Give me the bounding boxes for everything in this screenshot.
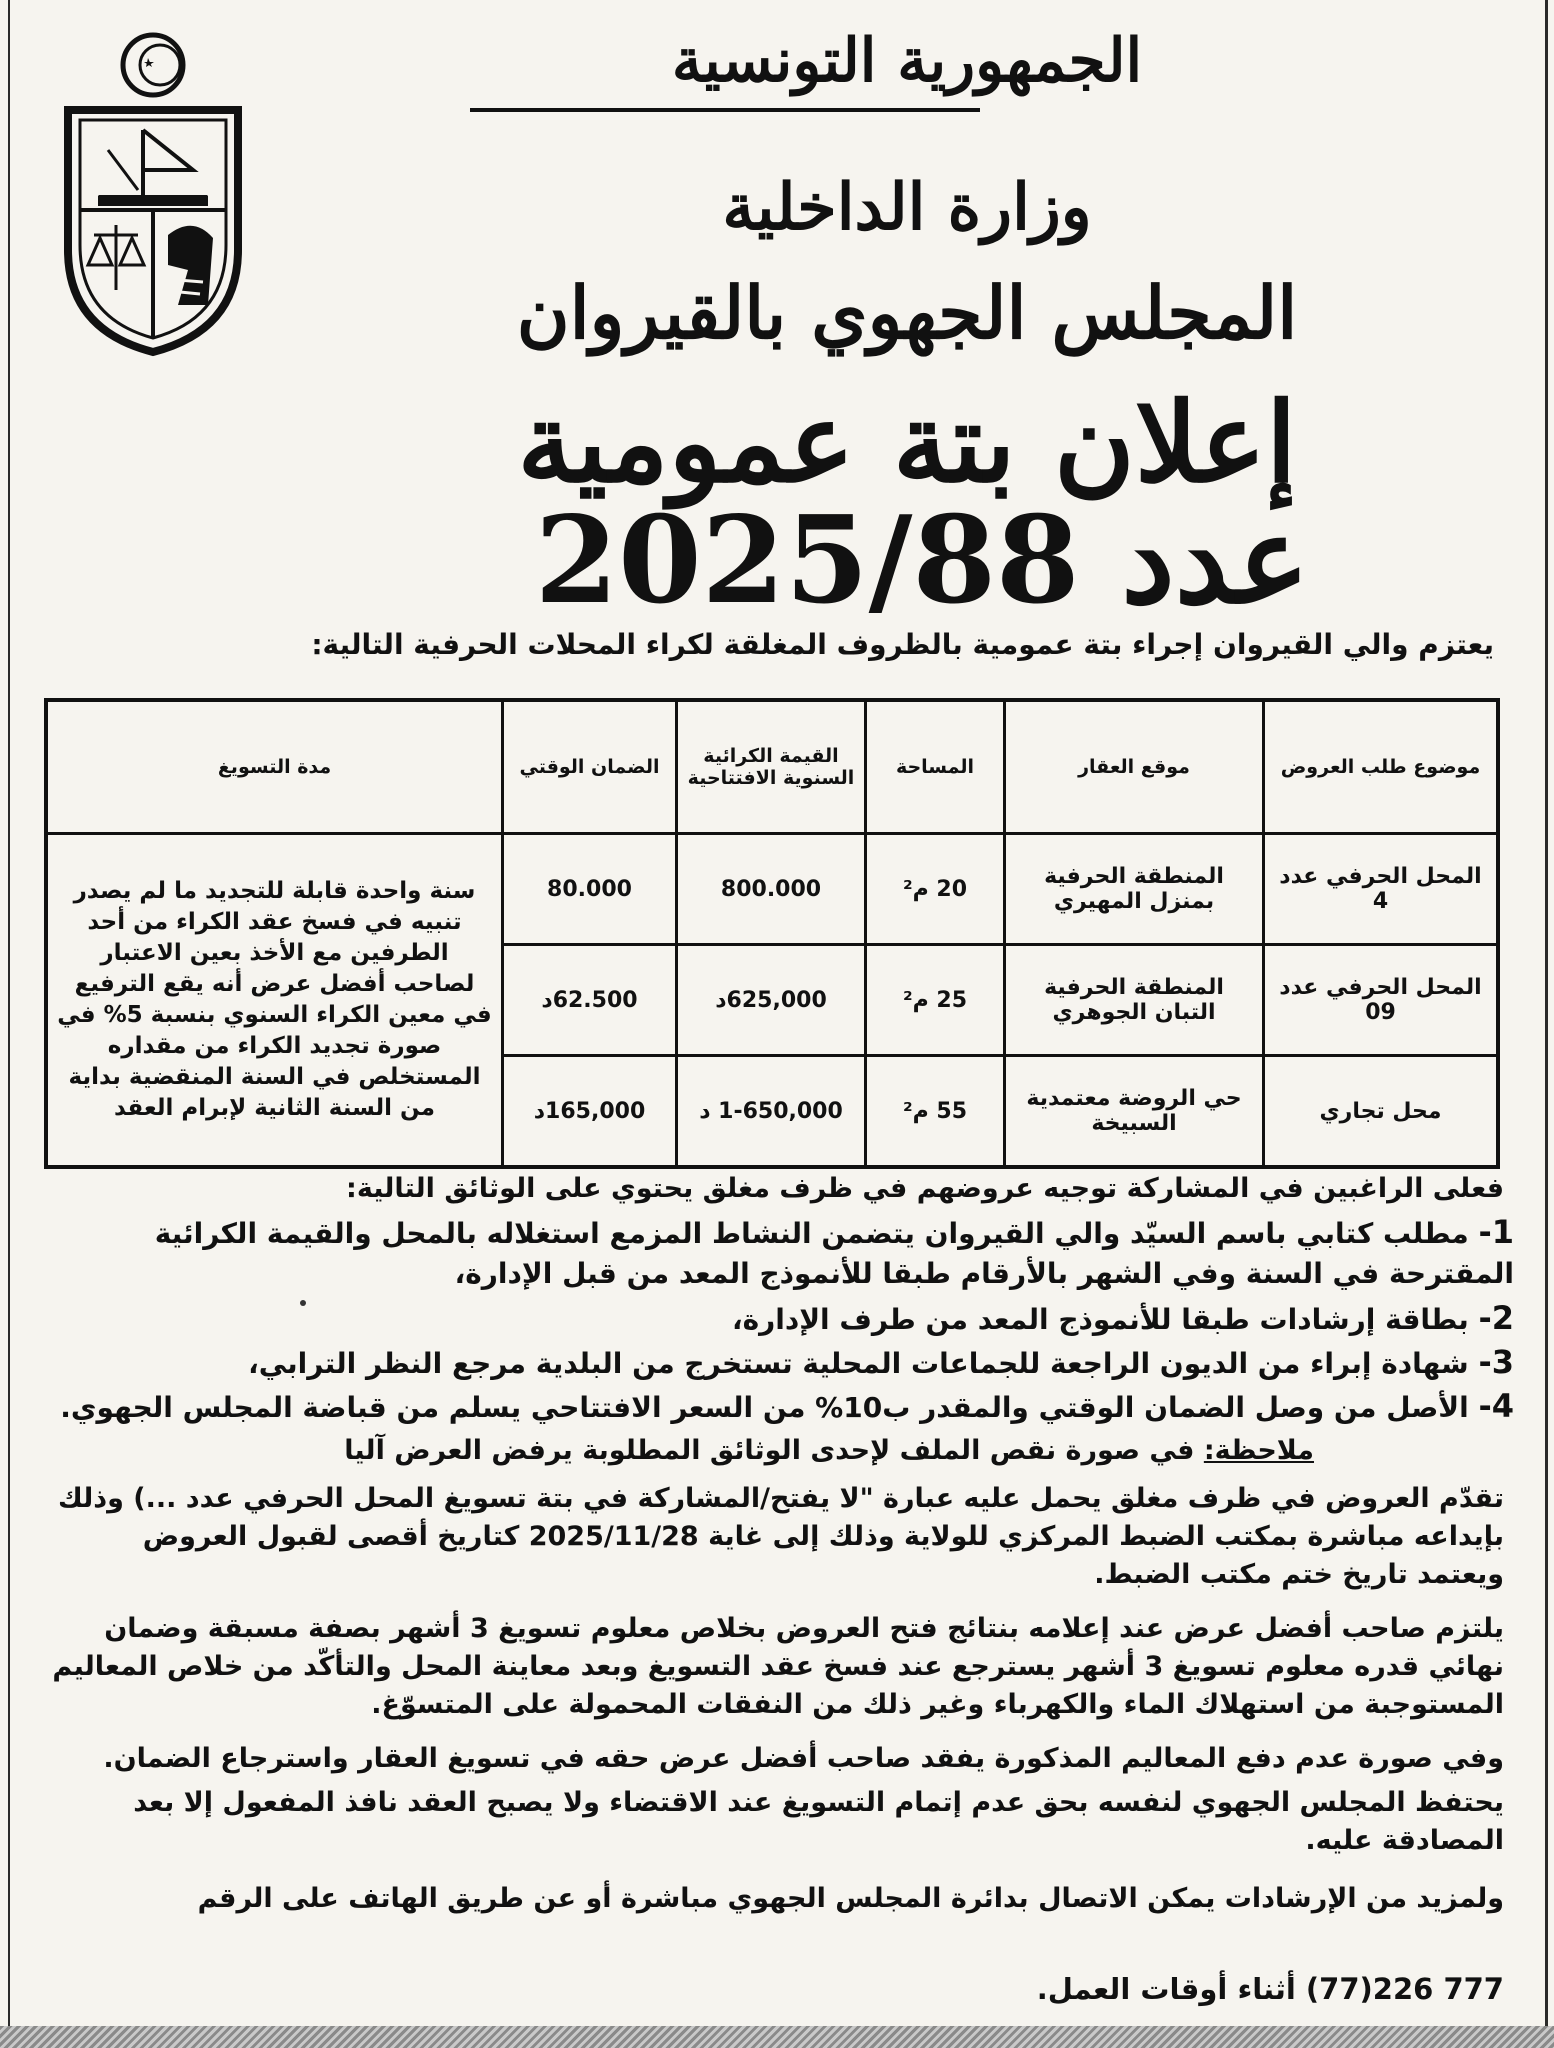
tunisia-coat-of-arms-icon (28, 20, 278, 360)
cell-area: 25 م² (866, 945, 1005, 1056)
requirement-text: شهادة إبراء من الديون الراجعة للجماعات المحلية تستخرج من البلدية مرجع النظر الترابي، (248, 1347, 1469, 1380)
requirement-number: 1- (1478, 1213, 1514, 1251)
cell-area: 20 م² (866, 834, 1005, 945)
requirement-number: 3- (1478, 1343, 1514, 1381)
cell-guarantee: 80.000 (503, 834, 677, 945)
cell-area: 55 م² (866, 1056, 1005, 1168)
scan-speck (300, 1300, 306, 1306)
requirement-number: 4- (1478, 1387, 1514, 1425)
header-area: المساحة (866, 700, 1005, 834)
contact-phone: 777 226(77) أثناء أوقات العمل. (1036, 1972, 1504, 2006)
reservation-paragraph: يحتفظ المجلس الجهوي لنفسه بحق عدم إتمام التسويغ عند الاقتضاء ولا يصبح العقد نافذ المفعول إلا بعد المصادقة عليه. (133, 1787, 1504, 1856)
non-payment-paragraph: وفي صورة عدم دفع المعاليم المذكورة يفقد صاحب أفضل عرض حقه في تسويغ العقار واسترجاع الضمان. (103, 1743, 1504, 1774)
heading-underline (470, 108, 980, 112)
header-location: موقع العقار (1005, 700, 1264, 834)
cell-subject: محل تجاري (1264, 1056, 1499, 1168)
header-subject: موضوع طلب العروض (1264, 700, 1499, 834)
submission-paragraph: تقدّم العروض في ظرف مغلق يحمل عليه عبارة "لا يفتح/المشاركة في بتة تسويغ المحل الحرفي عدد ...) وذلك بإيداعه مباشرة بمكتب الضبط المركزي للولاية وذلك إلى غاية 2025/11/28 كتاريخ أقصى لقبول العروض ويعتمد تاريخ ختم مكتب الضبط. (57, 1483, 1504, 1590)
requirements-intro: فعلى الراغبين في المشاركة توجيه عروضهم في ظرف مغلق يحتوي على الوثائق التالية: (346, 1173, 1504, 1204)
page-border-right (1545, 0, 1548, 2048)
ministry-heading: وزارة الداخلية (722, 170, 1092, 245)
cell-rent-value: 625,000د (677, 945, 866, 1056)
cell-rent-value: 1-650,000 د (677, 1056, 866, 1168)
cell-guarantee: 165,000د (503, 1056, 677, 1168)
cell-location: المنطقة الحرفية التبان الجوهري (1005, 945, 1264, 1056)
scan-edge-strip (0, 2026, 1554, 2048)
requirement-item (50, 1386, 1514, 1428)
requirement-text: الأصل من وصل الضمان الوقتي والمقدر ب10% من السعر الافتتاحي يسلم من قباضة المجلس الجهوي. (60, 1391, 1469, 1424)
note-text: في صورة نقص الملف لإحدى الوثائق المطلوبة يرفض العرض آليا (344, 1435, 1195, 1466)
note-label: ملاحظة: (1203, 1435, 1314, 1466)
cell-guarantee: 62.500د (503, 945, 677, 1056)
cell-duration: سنة واحدة قابلة للتجديد ما لم يصدر تنبيه في فسخ عقد الكراء من أحد الطرفين مع الأخذ بعين الاعتبار لصاحب أفضل عرض أنه يقع الترفيع في معين الكراء السنوي بنسبة 5% في صورة تجديد الكراء من مقداره المستخلص في السنة المنقضية بداية من السنة الثانية لإبرام العقد (46, 834, 503, 1168)
requirement-item (50, 1212, 1514, 1294)
requirement-text: مطلب كتابي باسم السيّد والي القيروان يتضمن النشاط المزمع استغلاله بالمحل والقيمة الكرائية المقترحة في السنة وفي الشهر بالأرقام طبقا للأنموذج المعد من قبل الإدارة، (154, 1217, 1514, 1290)
contact-paragraph: ولمزيد من الإرشادات يمكن الاتصال بدائرة المجلس الجهوي مباشرة أو عن طريق الهاتف على الرقم (197, 1883, 1504, 1914)
obligations-paragraph: يلتزم صاحب أفضل عرض عند إعلامه بنتائج فتح العروض بخلاص معلوم تسويغ 3 أشهر بصفة مسبقة وضمان نهائي قدره معلوم تسويغ 3 أشهر يسترجع عند فسخ عقد التسويغ وبعد معاينة المحل والتأكّد من خلاص المعاليم المستوجبة من استهلاك الماء والكهرباء وغير ذلك من النفقات المحمولة على المتسوّغ. (52, 1613, 1504, 1720)
cell-location: المنطقة الحرفية بمنزل المهيري (1005, 834, 1264, 945)
offers-table (44, 698, 1500, 1169)
cell-subject: المحل الحرفي عدد 4 (1264, 834, 1499, 945)
notice-number: عدد 2025/88 (534, 490, 1310, 631)
cell-subject: المحل الحرفي عدد 09 (1264, 945, 1499, 1056)
header-rent-value: القيمة الكرائية السنوية الافتتاحية (677, 700, 866, 834)
header-duration: مدة التسويغ (46, 700, 503, 834)
table-row (46, 834, 1498, 945)
cell-rent-value: 800.000 (677, 834, 866, 945)
note (50, 1432, 1314, 1470)
table-header-row (46, 700, 1498, 834)
cell-location: حي الروضة معتمدية السبيخة (1005, 1056, 1264, 1168)
requirement-number: 2- (1478, 1299, 1514, 1337)
requirement-item (50, 1298, 1514, 1340)
requirement-text: بطاقة إرشادات طبقا للأنموذج المعد من طرف الإدارة، (731, 1303, 1469, 1336)
council-heading: المجلس الجهوي بالقيروان (516, 270, 1298, 355)
requirement-item (50, 1342, 1514, 1384)
header-guarantee: الضمان الوقتي (503, 700, 677, 834)
page-border-left (8, 0, 10, 2048)
republic-heading: الجمهورية التونسية (671, 26, 1143, 96)
notice-title: إعلان بتة عمومية (517, 378, 1297, 507)
intro-text: يعتزم والي القيروان إجراء بتة عمومية بالظروف المغلقة لكراء المحلات الحرفية التالية: (311, 628, 1494, 661)
